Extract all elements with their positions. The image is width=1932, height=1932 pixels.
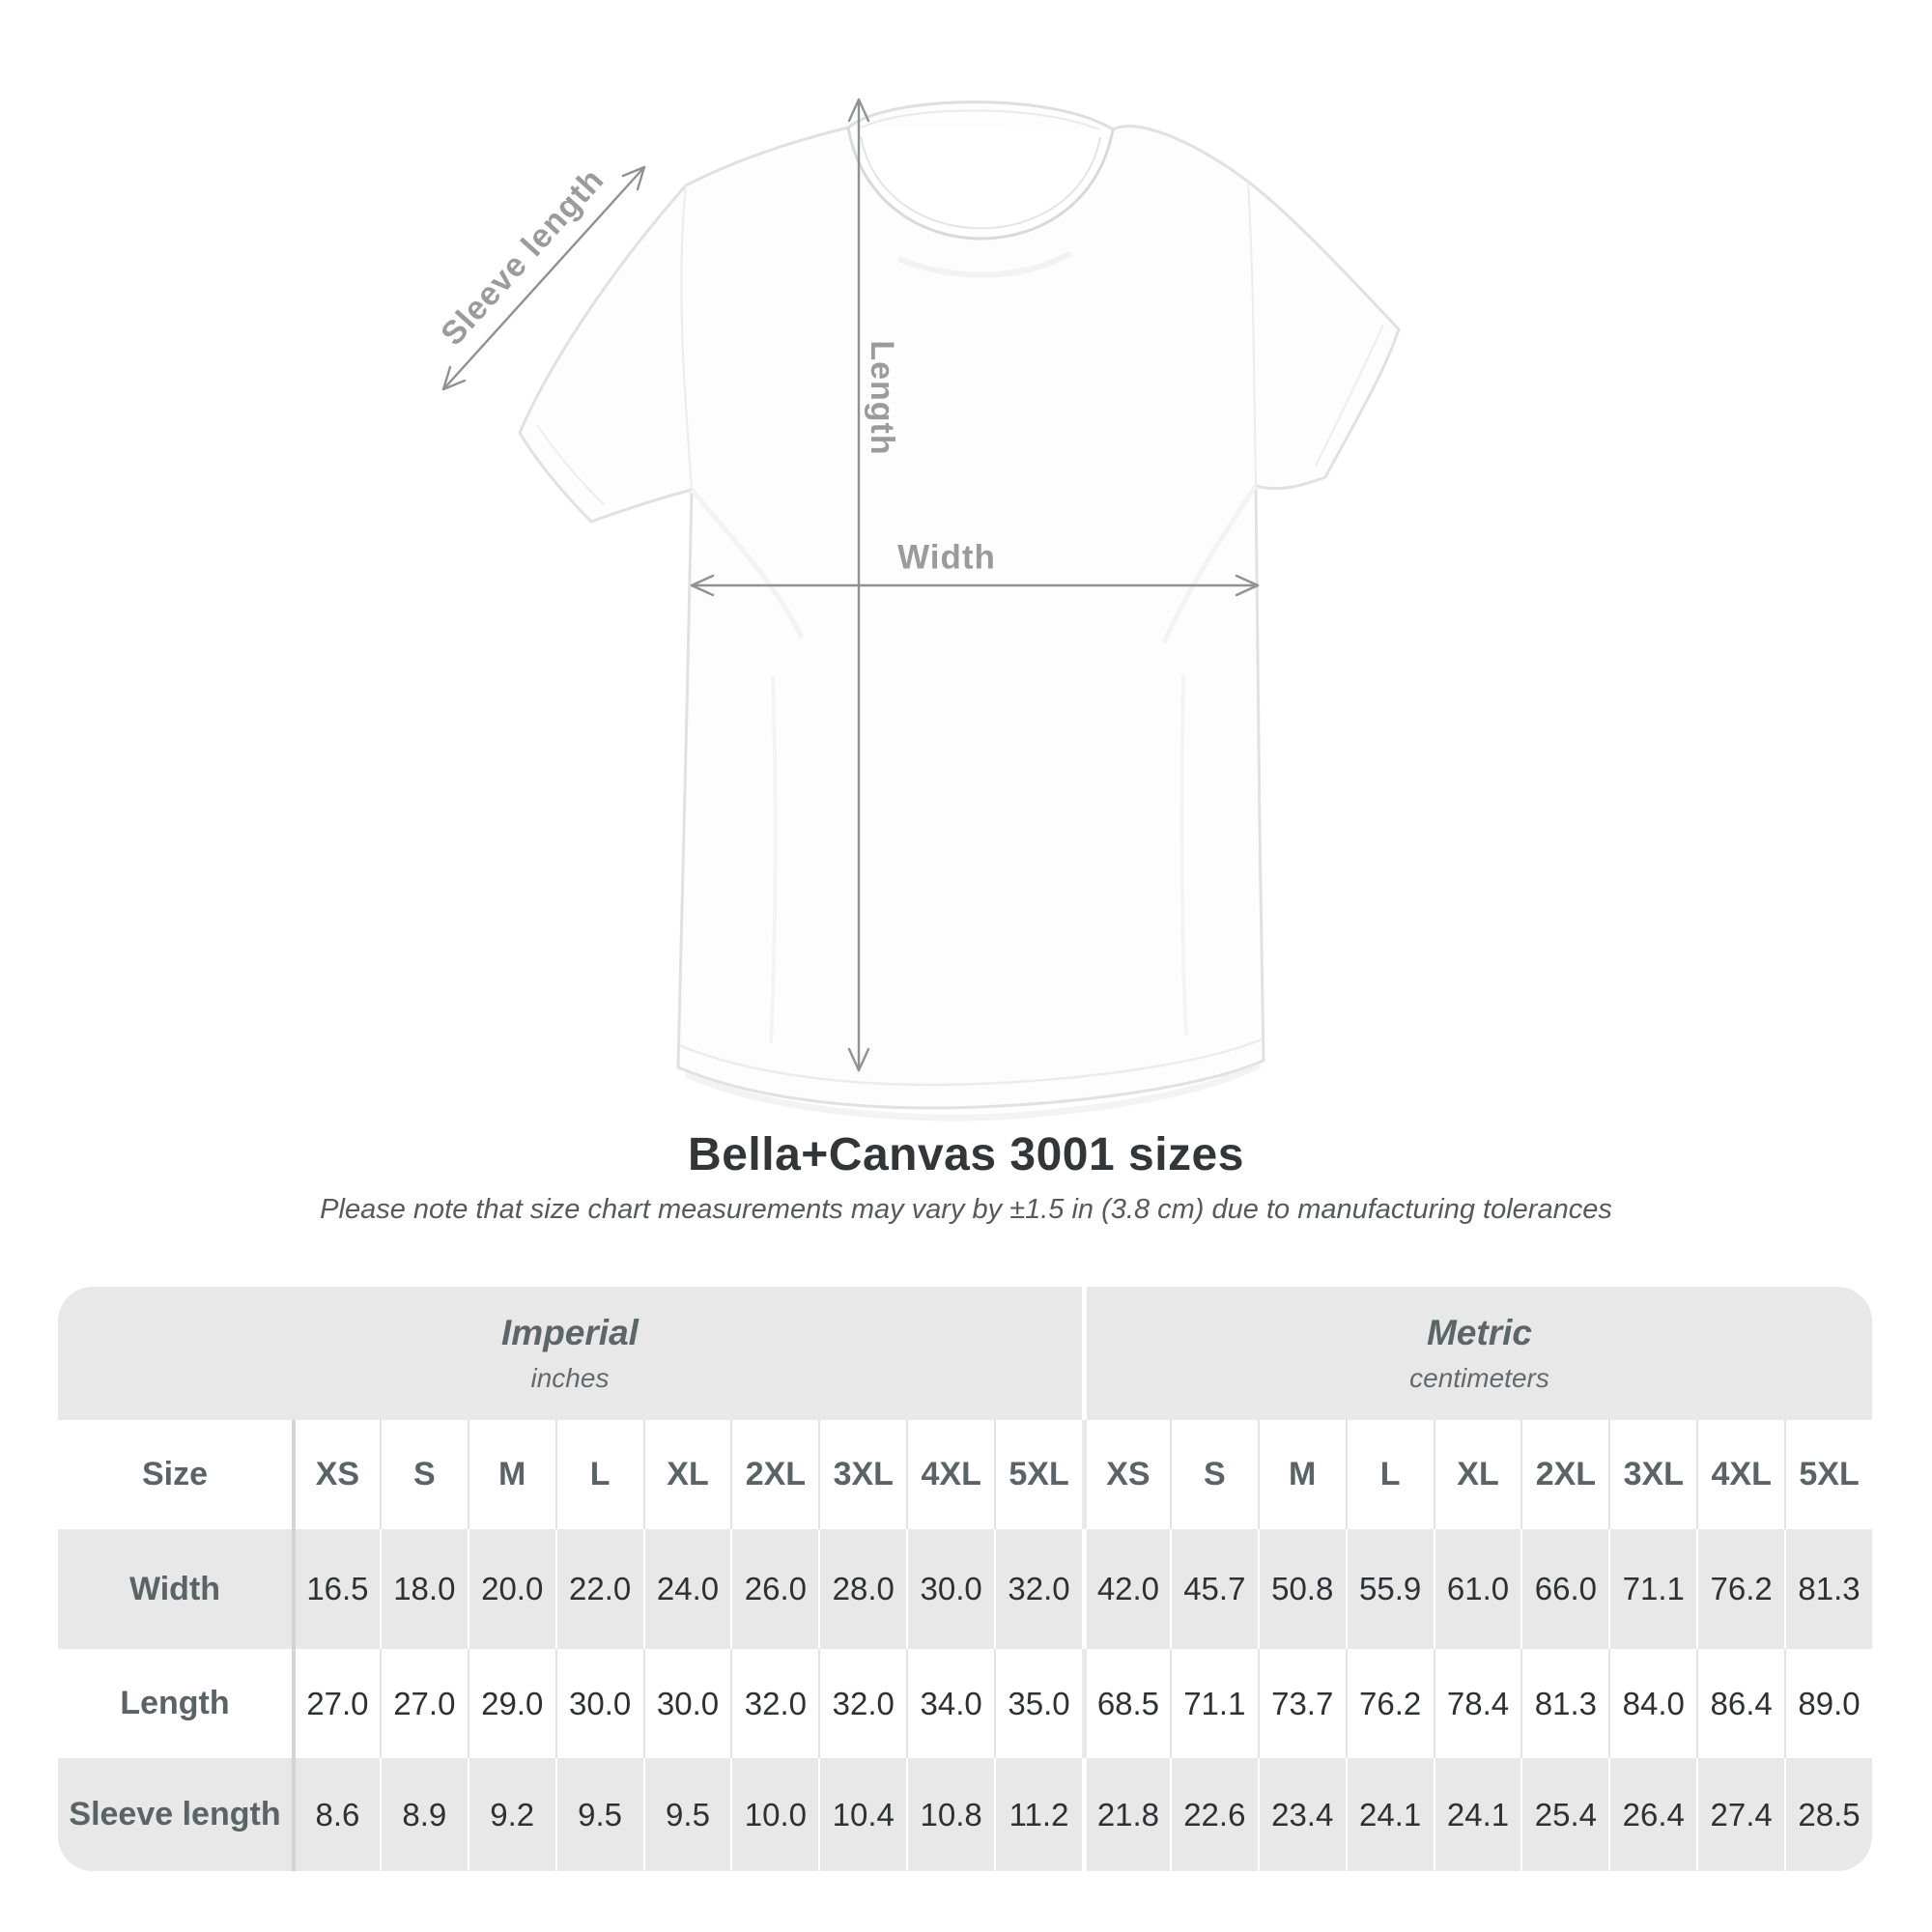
length-metric-s: 71.1 (1170, 1649, 1258, 1758)
metric-group-label: Metric (1426, 1313, 1532, 1352)
width-imperial-4xl: 30.0 (906, 1529, 994, 1649)
width-metric-s: 45.7 (1170, 1529, 1258, 1649)
size-table (58, 1287, 1872, 1871)
length-metric-4xl: 86.4 (1696, 1649, 1784, 1758)
length-imperial-4xl: 34.0 (906, 1649, 994, 1758)
sleeve-length-label: Sleeve length (434, 161, 611, 353)
sleeve-length-imperial-2xl: 10.0 (730, 1758, 818, 1871)
size-header-metric-xl: XL (1434, 1420, 1521, 1529)
size-header-metric-m: M (1258, 1420, 1346, 1529)
tolerance-note: Please note that size chart measurements may vary by ±1.5 in (3.8 cm) due to manufacturing tolerances (320, 1194, 1612, 1225)
row-label-width: Width (58, 1529, 292, 1649)
size-header-metric-2xl: 2XL (1520, 1420, 1608, 1529)
length-imperial-2xl: 32.0 (730, 1649, 818, 1758)
sleeve-length-metric-2xl: 25.4 (1520, 1758, 1608, 1871)
tshirt-body-outline (520, 102, 1399, 1108)
sleeve-length-metric-3xl: 26.4 (1608, 1758, 1696, 1871)
width-label: Width (897, 538, 996, 577)
width-metric-xs: 42.0 (1082, 1529, 1170, 1649)
size-header-imperial-4xl: 4XL (906, 1420, 994, 1529)
width-metric-5xl: 81.3 (1784, 1529, 1872, 1649)
length-metric-5xl: 89.0 (1784, 1649, 1872, 1758)
length-imperial-xl: 30.0 (643, 1649, 731, 1758)
sleeve-length-imperial-m: 9.2 (468, 1758, 555, 1871)
sleeve-length-imperial-3xl: 10.4 (818, 1758, 906, 1871)
width-imperial-l: 22.0 (555, 1529, 643, 1649)
sleeve-length-metric-xl: 24.1 (1434, 1758, 1521, 1871)
length-metric-xs: 68.5 (1082, 1649, 1170, 1758)
sleeve-length-metric-s: 22.6 (1170, 1758, 1258, 1871)
page-title: Bella+Canvas 3001 sizes (688, 1129, 1244, 1180)
width-imperial-m: 20.0 (468, 1529, 555, 1649)
sleeve-length-imperial-xs: 8.6 (292, 1758, 380, 1871)
size-header-imperial-xs: XS (292, 1420, 380, 1529)
size-header-imperial-m: M (468, 1420, 555, 1529)
size-header-metric-3xl: 3XL (1608, 1420, 1696, 1529)
size-header-imperial-3xl: 3XL (818, 1420, 906, 1529)
length-metric-m: 73.7 (1258, 1649, 1346, 1758)
length-metric-3xl: 84.0 (1608, 1649, 1696, 1758)
length-imperial-xs: 27.0 (292, 1649, 380, 1758)
size-header-imperial-xl: XL (643, 1420, 731, 1529)
size-header-metric-5xl: 5XL (1784, 1420, 1872, 1529)
row-label-sleeve-length: Sleeve length (58, 1758, 292, 1871)
sleeve-length-imperial-4xl: 10.8 (906, 1758, 994, 1871)
length-imperial-m: 29.0 (468, 1649, 555, 1758)
width-metric-2xl: 66.0 (1520, 1529, 1608, 1649)
sleeve-length-imperial-l: 9.5 (555, 1758, 643, 1871)
length-metric-xl: 78.4 (1434, 1649, 1521, 1758)
sleeve-length-imperial-s: 8.9 (380, 1758, 468, 1871)
metric-group-unit: centimeters (1409, 1363, 1549, 1393)
width-metric-3xl: 71.1 (1608, 1529, 1696, 1649)
width-imperial-xs: 16.5 (292, 1529, 380, 1649)
imperial-group-unit: inches (530, 1363, 610, 1393)
imperial-group-label: Imperial (501, 1313, 639, 1352)
imperial-group-header (58, 1287, 1082, 1420)
size-header-metric-xs: XS (1082, 1420, 1170, 1529)
sleeve-length-metric-4xl: 27.4 (1696, 1758, 1784, 1871)
width-imperial-s: 18.0 (380, 1529, 468, 1649)
length-metric-l: 76.2 (1346, 1649, 1434, 1758)
length-imperial-3xl: 32.0 (818, 1649, 906, 1758)
length-imperial-5xl: 35.0 (994, 1649, 1082, 1758)
size-header-imperial-2xl: 2XL (730, 1420, 818, 1529)
size-header-imperial-l: L (555, 1420, 643, 1529)
metric-group-header (1082, 1287, 1872, 1420)
size-header-metric-4xl: 4XL (1696, 1420, 1784, 1529)
size-header-metric-s: S (1170, 1420, 1258, 1529)
width-metric-xl: 61.0 (1434, 1529, 1521, 1649)
length-label: Length (864, 340, 900, 456)
length-imperial-l: 30.0 (555, 1649, 643, 1758)
sleeve-length-imperial-xl: 9.5 (643, 1758, 731, 1871)
width-imperial-3xl: 28.0 (818, 1529, 906, 1649)
sleeve-length-metric-xs: 21.8 (1082, 1758, 1170, 1871)
sleeve-length-metric-m: 23.4 (1258, 1758, 1346, 1871)
width-imperial-xl: 24.0 (643, 1529, 731, 1649)
width-metric-m: 50.8 (1258, 1529, 1346, 1649)
length-imperial-s: 27.0 (380, 1649, 468, 1758)
length-metric-2xl: 81.3 (1520, 1649, 1608, 1758)
size-header-imperial-5xl: 5XL (994, 1420, 1082, 1529)
size-column-header: Size (58, 1420, 292, 1529)
sleeve-length-metric-l: 24.1 (1346, 1758, 1434, 1871)
width-metric-4xl: 76.2 (1696, 1529, 1784, 1649)
size-header-metric-l: L (1346, 1420, 1434, 1529)
tshirt-illustration (520, 102, 1399, 1118)
width-metric-l: 55.9 (1346, 1529, 1434, 1649)
width-imperial-5xl: 32.0 (994, 1529, 1082, 1649)
size-header-imperial-s: S (380, 1420, 468, 1529)
width-imperial-2xl: 26.0 (730, 1529, 818, 1649)
row-label-length: Length (58, 1649, 292, 1758)
sleeve-length-imperial-5xl: 11.2 (994, 1758, 1082, 1871)
sleeve-length-metric-5xl: 28.5 (1784, 1758, 1872, 1871)
